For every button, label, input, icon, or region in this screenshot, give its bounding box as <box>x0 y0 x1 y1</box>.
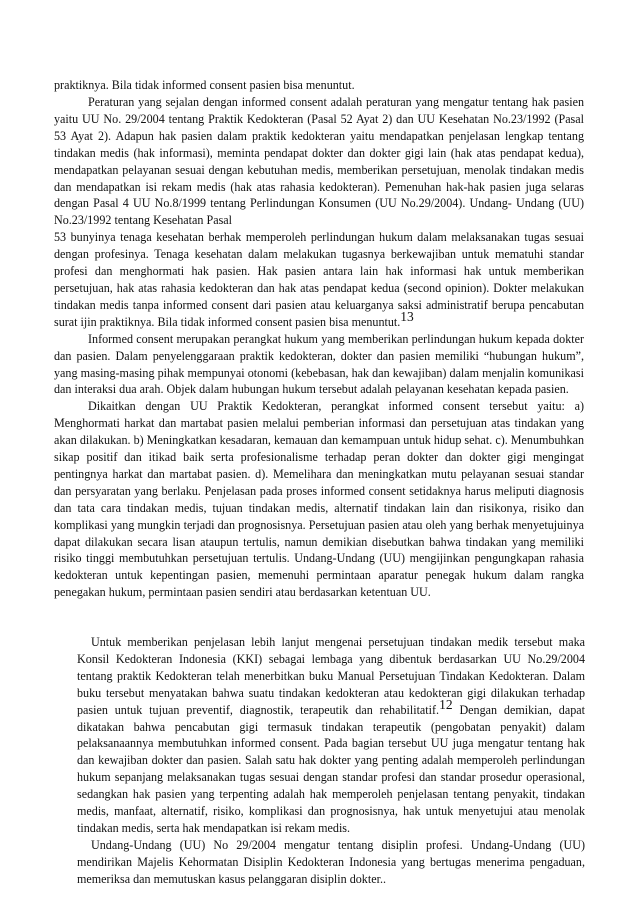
footnote-ref-12: 12 <box>439 696 453 712</box>
paragraph-kki-text-after: Dengan demikian, dapat dikatakan bahwa pencabutan gigi termasuk tindakan terapeutik (pengobatan penyakit) dalam pelaksanaannya membutuhkan informed consent. Pada bagian tersebut UU juga mengatur tentang hak dan kewajiban dokter dan pasien. Salah satu hak dokter yang penting adalah memperoleh perlindungan hukum sepanjang melaksanakan tugas sesuai dengan standar profesi dan standar prosedur operasional, sedangkan hak pasien yang terpenting adalah hak memperoleh penjelasan tentang penyakit, tindakan medis, manfaat, alternatif, risiko, komplikasi dan prognosisnya, hak untuk menyetujui atau menolak tindakan medis, serta hak mendapatkan isi rekam medis. <box>77 702 586 835</box>
paragraph-uu-praktik-text: Dikaitkan dengan UU Praktik Kedokteran, perangkat informed consent tersebut yaitu: a) Menghormati harkat dan martabat pasien melalui pemberian informasi dan persetujuan atas tindakan yang akan dilakukan. b) Meningkatkan kesadaran, kemauan dan kemampuan untuk hidup sehat. c). Menumbuhkan sikap positif dan itikad baik serta profesionalisme terhadap peran dokter dan dokter gigi mengingat pentingnya harkat dan martabat pasien. d). Memelihara dan meningkatkan mutu pelayanan sesuai standar dan persyaratan yang berlaku. Penjelasan pada proses informed consent setidaknya harus meliputi diagnosis dan tata cara tindakan medis, tujuan tindakan medis, alternatif tindakan lain dan risikonya, risiko dan komplikasi yang mungkin terjadi dan prognosisnya. Persetujuan pasien atau oleh yang berhak menyetujuinya dapat dilakukan secara lisan ataupun tertulis, namun demikian disebutkan bahwa tindakan yang memiliki risiko tinggi membutuhkan persetujuan tertulis. Undang-Undang (UU) mengijinkan pengungkapan rahasia kedokteran untuk kepentingan pasien, memenuhi permintaan aparatur penegak hukum dalam rangka penegakan hukum, permintaan pasien sendiri atau berdasarkan ketentuan UU. <box>54 399 584 600</box>
paragraph-informed-consent <box>54 331 584 399</box>
top-line-text: praktiknya. Bila tidak informed consent pasien bisa menuntut. <box>54 78 355 92</box>
paragraph-informed-consent-text: Informed consent merupakan perangkat hukum yang memberikan perlindungan hukum kepada dokter dan pasien. Dalam penyelenggaraan praktik kedokteran, dokter dan pasien memiliki “hubungan hukum”, yang masing-masing pihak mempunyai otonomi (kebebasan, hak dan kewajiban) dalam menjalin komunikasi dan interaksi dua arah. Objek dalam hubungan hukum tersebut adalah pelayanan kesehatan kepada pasien. <box>54 331 584 397</box>
paragraph-top-line <box>54 77 584 94</box>
paragraph-kki <box>77 634 585 837</box>
paragraph-hak-pasien <box>54 94 584 229</box>
paragraph-uu-praktik <box>54 398 584 601</box>
main-text-block <box>54 94 584 601</box>
kki-text-block <box>77 634 585 888</box>
footnote-ref-13: 13 <box>400 308 414 324</box>
paragraph-disiplin-profesi-text: Undang-Undang (UU) No 29/2004 mengatur tentang disiplin profesi. Undang-Undang (UU) mendirikan Majelis Kehormatan Disiplin Kedokteran Indonesia yang bertugas menerima pengaduan, memeriksa dan memutuskan kasus pelanggaran disiplin dokter.. <box>77 837 585 886</box>
paragraph-tenaga-kesehatan <box>54 229 584 330</box>
paragraph-tenaga-kesehatan-text: 53 bunyinya tenaga kesehatan berhak memperoleh perlindungan hukum dalam melaksanakan tugas sesuai dengan profesinya. Tenaga kesehatan dalam melakukan tugasnya berkewajiban untuk mematuhi standar profesi dan menghormati hak pasien. Hak pasien antara lain hak informasi hak untuk memberikan persetujuan, hak atas rahasia kedokteran dan hak atas pendapat kedua (second opinion). Dokter melakukan tindakan medis tanpa informed consent dari pasien atau keluarganya saksi administratif berupa pencabutan surat ijin praktiknya. Bila tidak informed consent pasien bisa menuntut. <box>54 230 584 329</box>
paragraph-hak-pasien-text: Peraturan yang sejalan dengan informed consent adalah peraturan yang mengatur tentang hak pasien yaitu UU No. 29/2004 tentang Praktik Kedokteran (Pasal 52 Ayat 2) dan UU Kesehatan No.23/1992 (Pasal 53 Ayat 2). Adapun hak pasien dalam praktik kedokteran yaitu mendapatkan penjelasan lengkap tentang tindakan medis (hak informasi), meminta pendapat dokter dan dokter gigi lain (hak atas pendapat kedua), mendapatkan pelayanan sesuai dengan kebutuhan medis, memberikan persetujuan, menolak tindakan medis dan mendapatkan isi rekam medis (hak atas rahasia kedokteran). Pemenuhan hak-hak pasien juga selaras dengan Pasal 4 UU No.8/1999 tentang Perlindungan Konsumen (UU No.29/2004). Undang- Undang (UU) No.23/1992 tentang Kesehatan Pasal <box>54 95 584 228</box>
paragraph-disiplin-profesi <box>77 837 585 888</box>
paragraph-kki-text-before: Untuk memberikan penjelasan lebih lanjut mengenai persetujuan tindakan medik tersebut maka Konsil Kedokteran Indonesia (KKI) sebagai lembaga yang dibentuk berdasarkan UU No.29/2004 tentang praktik Kedokteran telah menerbitkan buku Manual Persetujuan Tindakan Kedokteran. Dalam buku tersebut menyatakan bahwa suatu tindakan kedokteran atau kedokteran gigi dilakukan terhadap pasien untuk tujuan preventif, diagnostik, terapeutik dan rehabilitatif. <box>77 635 585 717</box>
